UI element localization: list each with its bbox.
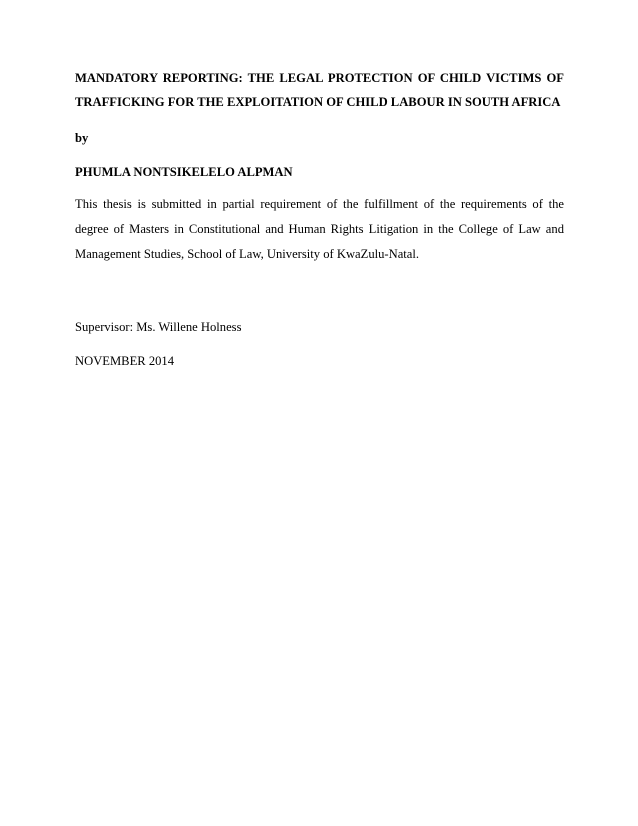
author-name: PHUMLA NONTSIKELELO ALPMAN	[75, 165, 293, 179]
title-page-content	[75, 66, 564, 371]
submission-statement: This thesis is submitted in partial requirement of the fulfillment of the requirements of the degree of Masters in Constitutional and Human Rights Litigation in the College of Law and Management Studies, School of Law, University of KwaZulu-Natal.	[75, 197, 564, 261]
thesis-title-line-2: TRAFFICKING FOR THE EXPLOITATION OF CHILD LABOUR IN SOUTH AFRICA	[75, 95, 561, 109]
thesis-title-line-1: MANDATORY REPORTING: THE LEGAL PROTECTION OF CHILD VICTIMS OF	[75, 71, 564, 85]
thesis-title	[75, 66, 564, 114]
submission-date: NOVEMBER 2014	[75, 354, 175, 368]
supervisor-line: Supervisor: Ms. Willene Holness	[75, 320, 242, 334]
by-label: by	[75, 131, 89, 145]
